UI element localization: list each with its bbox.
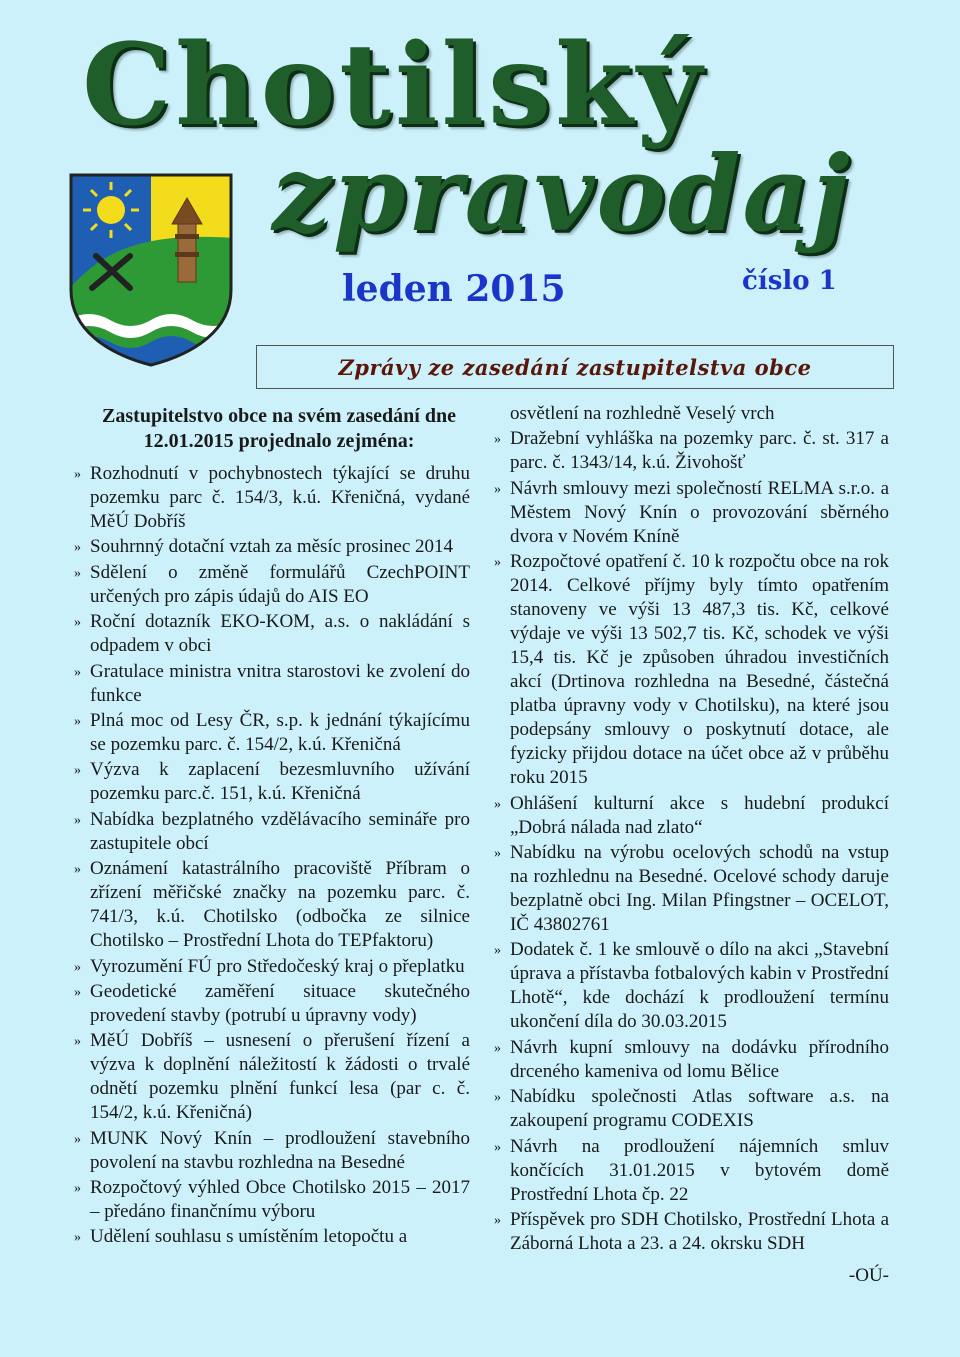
masthead-title: Chotilský bbox=[82, 20, 706, 151]
agenda-item: » Návrh na prodloužení nájemních smluv končících 31.01.2015 v bytovém domě Prostřední Lhota čp. 22 bbox=[492, 1135, 889, 1207]
agenda-item: » Roční dotazník EKO-KOM, a.s. o nakládání s odpadem v obci bbox=[72, 610, 470, 658]
agenda-item: » Návrh smlouvy mezi společností RELMA s.r.o. a Městem Nový Knín o provozování sběrného dvora v Novém Kníně bbox=[492, 477, 889, 549]
left-column bbox=[72, 404, 470, 1251]
agenda-item: » Výzva k zaplacení bezesmluvního užívání pozemku parc.č. 151, k.ú. Křeničná bbox=[72, 758, 470, 806]
agenda-item: » Souhrnný dotační vztah za měsíc prosinec 2014 bbox=[72, 535, 470, 559]
agenda-item: » Vyrozumění FÚ pro Středočeský kraj o přeplatku bbox=[72, 955, 470, 979]
agenda-item: » Plná moc od Lesy ČR, s.p. k jednání týkajícímu se pozemku parc. č. 154/2, k.ú. Křeničná bbox=[72, 709, 470, 757]
agenda-item: » Nabídku společnosti Atlas software a.s. na zakoupení programu CODEXIS bbox=[492, 1085, 889, 1133]
agenda-item: » Udělení souhlasu s umístěním letopočtu a bbox=[72, 1225, 470, 1249]
issue-date: leden 2015 bbox=[342, 268, 566, 310]
agenda-list-left bbox=[72, 462, 470, 1249]
agenda-item: » MěÚ Dobříš – usnesení o přerušení řízení a výzva k doplnění náležitostí k žádosti o trvalé odnětí pozemku plnění funkcí lesa (par c. č. 154/2, k.ú. Křeničná) bbox=[72, 1029, 470, 1125]
signature: -OÚ- bbox=[848, 1264, 889, 1286]
agenda-item: » MUNK Nový Knín – prodloužení stavebního povolení na stavbu rozhledna na Besedné bbox=[72, 1127, 470, 1175]
agenda-item: » Sdělení o změně formulářů CzechPOINT určených pro zápis údajů do AIS EO bbox=[72, 561, 470, 609]
masthead-subtitle: zpravodaj bbox=[272, 132, 852, 255]
agenda-item: » Geodetické zaměření situace skutečného provedení stavby (potrubí u úpravny vody) bbox=[72, 980, 470, 1028]
issue-number: číslo 1 bbox=[742, 266, 837, 296]
agenda-item: » Nabídka bezplatného vzdělávacího semináře pro zastupitele obcí bbox=[72, 808, 470, 856]
continued-item-text: osvětlení na rozhledně Veselý vrch bbox=[510, 403, 775, 424]
agenda-item: » Oznámení katastrálního pracoviště Příbram o zřízení měřičské značky na pozemku parc. č. 741/3, k.ú. Chotilsko (odbočka ze silnice Chotilsko – Prostřední Lhota do TEPfaktoru) bbox=[72, 857, 470, 953]
agenda-item: » Rozpočtový výhled Obce Chotilsko 2015 – 2017 – předáno finančnímu výboru bbox=[72, 1176, 470, 1224]
agenda-item: » Ohlášení kulturní akce s hudební produkcí „Dobrá nálada nad zlato“ bbox=[492, 792, 889, 840]
coat-of-arms-icon bbox=[68, 172, 234, 368]
section-header bbox=[256, 345, 894, 389]
meeting-intro: Zastupitelstvo obce na svém zasedání dne 12.01.2015 projednalo zejména: bbox=[102, 405, 456, 452]
section-title: Zprávy ze zasedání zastupitelstva obce bbox=[338, 354, 812, 380]
right-column bbox=[492, 402, 889, 1288]
agenda-item: » Gratulace ministra vnitra starostovi ke zvolení do funkce bbox=[72, 660, 470, 708]
agenda-item: » Rozhodnutí v pochybnostech týkající se druhu pozemku parc č. 154/3, k.ú. Křeničná, vydané MěÚ Dobříš bbox=[72, 462, 470, 534]
agenda-list-right bbox=[492, 427, 889, 1256]
agenda-item: » Rozpočtové opatření č. 10 k rozpočtu obce na rok 2014. Celkové příjmy byly tímto opatřením stanoveny ve výši 13 487,3 tis. Kč, celkové výdaje ve výši 13 502,7 tis. Kč, schodek ve výši 15,4 tis. Kč je způsoben úhradou investičních akcí (Drtinova rozhledna na Besedné, částečná platba úpravny vody v Chotilsku), na které jsou podepsány smlouvy o poskytnutí dotace, ale fyzicky přijdou dotace na účet obce až v průběhu roku 2015 bbox=[492, 550, 889, 790]
agenda-item: » Nabídku na výrobu ocelových schodů na vstup na rozhlednu na Besedné. Ocelové schody daruje bezplatně obci Ing. Milan Pfingstner – OCELOT, IČ 43802761 bbox=[492, 841, 889, 937]
agenda-item: » Dražební vyhláška na pozemky parc. č. st. 317 a parc. č. 1343/14, k.ú. Živohošť bbox=[492, 427, 889, 475]
agenda-item: » Příspěvek pro SDH Chotilsko, Prostřední Lhota a Záborná Lhota a 23. a 24. okrsku SDH bbox=[492, 1208, 889, 1256]
agenda-item: » Návrh kupní smlouvy na dodávku přírodního drceného kameniva od lomu Bělice bbox=[492, 1036, 889, 1084]
agenda-item: » Dodatek č. 1 ke smlouvě o dílo na akci „Stavební úprava a přístavba fotbalových kabin v Prostřední Lhotě“, kde dochází k prodloužení termínu ukončení díla do 30.03.2015 bbox=[492, 938, 889, 1034]
